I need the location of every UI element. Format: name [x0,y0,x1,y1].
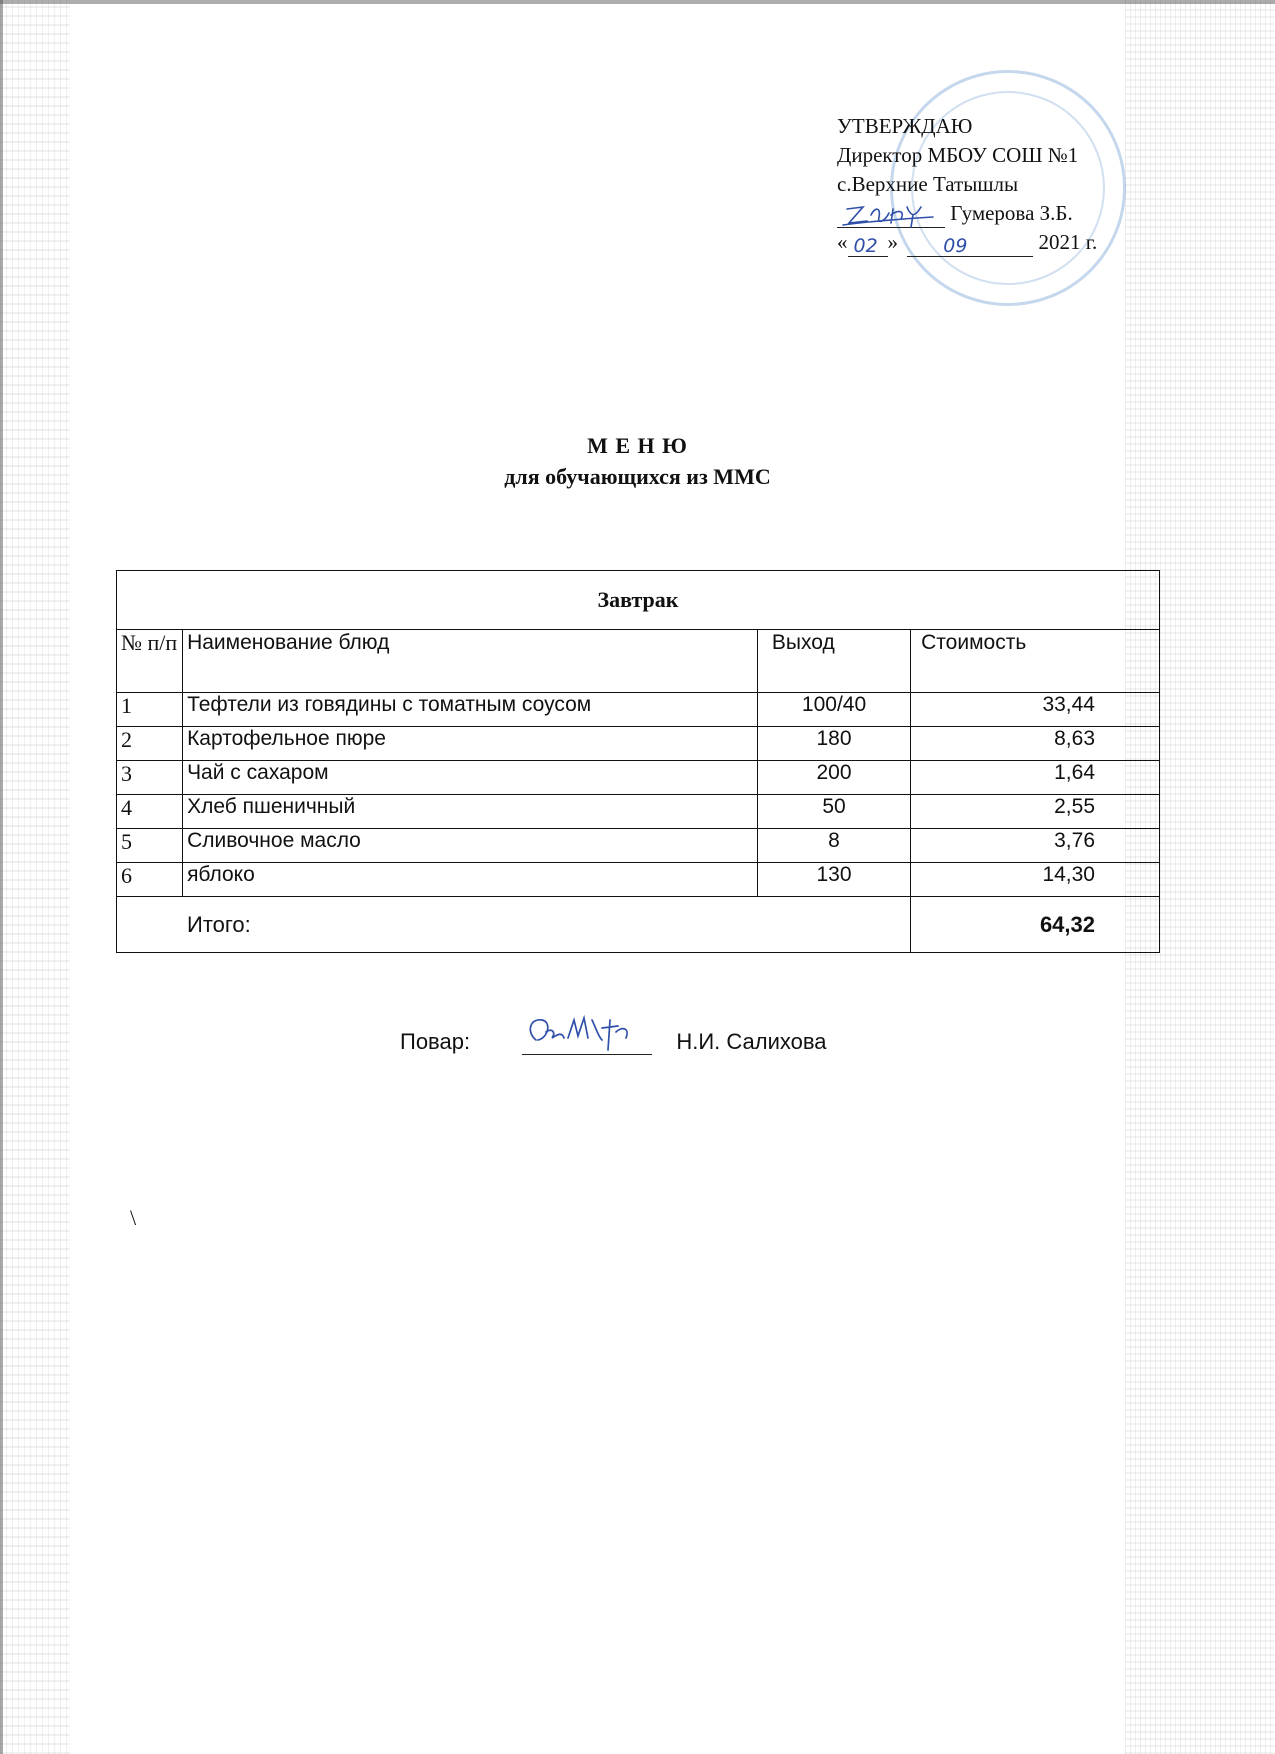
approval-block [837,112,1097,257]
row-name: Хлеб пшеничный [183,795,758,829]
total-value: 64,32 [911,897,1160,953]
approval-position: Директор МБОУ СОШ №1 [837,143,1079,167]
row-output: 50 [757,795,910,829]
cook-signature-scribble [522,1010,652,1054]
header-output: Выход [757,630,910,693]
cook-label: Повар: [400,1029,471,1054]
approval-date [837,228,1097,257]
approval-signature-line [837,199,1097,228]
director-signature-scribble [841,201,936,229]
date-day-blank [848,234,888,257]
row-name: Чай с сахаром [183,761,758,795]
table-row [117,761,1160,795]
date-year: 2021 г. [1038,230,1098,254]
section-row [117,571,1160,630]
approval-place: с.Верхние Татышлы [837,172,1019,196]
row-num: 5 [117,829,183,863]
row-name: Тефтели из говядины с томатным соусом [183,693,758,727]
table-row [117,727,1160,761]
total-label: Итого: [117,897,911,953]
row-cost: 14,30 [911,863,1160,897]
total-row [117,897,1160,953]
date-close-quote: » [887,230,898,254]
date-month-blank [907,234,1033,257]
row-output: 130 [757,863,910,897]
page-title: М Е Н Ю [587,433,688,458]
cook-signature-block [400,1024,827,1055]
row-output: 200 [757,761,910,795]
approval-heading: УТВЕРЖДАЮ [837,114,973,138]
scan-top-edge [0,0,1275,4]
row-cost: 2,55 [911,795,1160,829]
cook-name: Н.И. Салихова [676,1029,827,1054]
row-cost: 3,76 [911,829,1160,863]
row-num: 2 [117,727,183,761]
row-num: 6 [117,863,183,897]
page-subtitle: для обучающихся из ММС [504,464,771,489]
director-signature [837,205,945,228]
row-name: яблоко [183,863,758,897]
row-output: 8 [757,829,910,863]
header-name: Наименование блюд [183,630,758,693]
row-num: 4 [117,795,183,829]
row-name: Сливочное масло [183,829,758,863]
header-cost: Стоимость [911,630,1160,693]
director-name: Гумерова З.Б. [950,201,1073,225]
row-output: 100/40 [757,693,910,727]
section-title: Завтрак [117,571,1160,630]
menu-table [116,570,1160,953]
date-open-quote: « [837,230,848,254]
header-num: № п/п [117,630,183,693]
row-num: 3 [117,761,183,795]
header-row [117,630,1160,693]
row-num: 1 [117,693,183,727]
scan-noise-left [0,0,70,1754]
table-row [117,863,1160,897]
row-cost: 8,63 [911,727,1160,761]
row-name: Картофельное пюре [183,727,758,761]
cook-signature [522,1024,652,1055]
date-month: 09 [943,235,968,257]
row-output: 180 [757,727,910,761]
row-cost: 1,64 [911,761,1160,795]
table-row [117,693,1160,727]
table-row [117,829,1160,863]
date-day: 02 [853,235,878,257]
row-cost: 33,44 [911,693,1160,727]
table-row [117,795,1160,829]
stray-mark: \ [130,1205,137,1230]
